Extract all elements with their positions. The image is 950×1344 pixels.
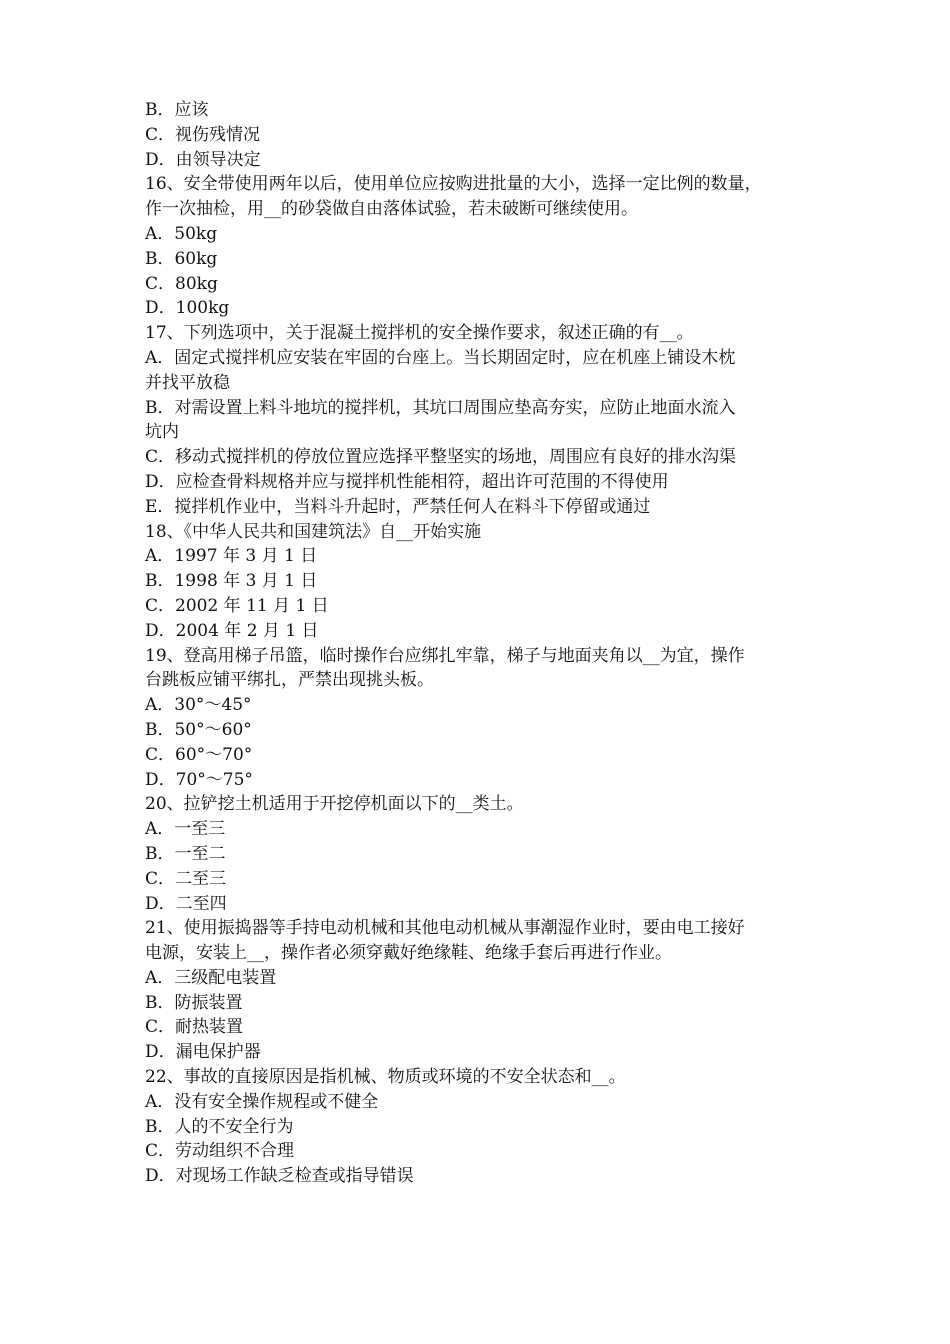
option-b-q20: B．一至二 [145,843,226,864]
option-c-q21: C．耐热装置 [145,1017,244,1038]
question-21-line-1: 21、使用振捣器等手持电动机械和其他电动机械从事潮湿作业时，要由电工接好 [145,918,745,939]
option-b-q22: B．人的不安全行为 [145,1116,294,1137]
option-d-q19: D．70°～75° [145,769,253,790]
question-19-line-1: 19、登高用梯子吊篮，临时操作台应绑扎牢靠，梯子与地面夹角以__为宜，操作 [145,645,745,666]
option-a-q19: A．30°～45° [145,695,252,716]
option-d-q22: D．对现场工作缺乏检查或指导错误 [145,1166,414,1187]
option-d-q21: D．漏电保护器 [145,1042,261,1063]
question-20: 20、拉铲挖土机适用于开挖停机面以下的__类土。 [145,794,524,815]
option-b-q15: B．应该 [145,100,209,120]
option-d-q16: D．100kg [145,298,230,319]
option-c-q19: C．60°～70° [145,744,253,765]
option-d-q15: D．由领导决定 [145,149,261,170]
option-c-q15: C．视伤残情况 [145,124,261,145]
option-a-q18: A．1997 年 3 月 1 日 [145,546,318,567]
option-e-q17: E．搅拌机作业中，当料斗升起时，严禁任何人在料斗下停留或通过 [145,496,651,517]
question-17: 17、下列选项中，关于混凝土搅拌机的安全操作要求，叙述正确的有__。 [145,323,694,344]
option-b-q19: B．50°～60° [145,719,252,740]
option-b-q21: B．防振装置 [145,992,243,1013]
document-body [145,98,810,1189]
option-b-q18: B．1998 年 3 月 1 日 [145,571,318,592]
option-c-q20: C．二至三 [145,868,227,889]
option-d-q17: D．应检查骨料规格并应与搅拌机性能相符，超出许可范围的不得使用 [145,471,669,492]
option-c-q17: C．移动式搅拌机的停放位置应选择平整坚实的场地，周围应有良好的排水沟渠 [145,447,737,468]
question-16-line-1: 16、安全带使用两年以后，使用单位应按购进批量的大小，选择一定比例的数量， [145,174,762,195]
option-d-q18: D．2004 年 2 月 1 日 [145,620,319,641]
question-16-line-2: 作一次抽检，用__的砂袋做自由落体试验，若未破断可继续使用。 [145,199,638,220]
option-d-q20: D．二至四 [145,893,227,914]
question-18: 18、《中华人民共和国建筑法》自__开始实施 [145,521,482,542]
option-b-q17-line-2: 坑内 [145,422,179,443]
option-b-q16: B．60kg [145,248,218,269]
question-22: 22、事故的直接原因是指机械、物质或环境的不安全状态和__。 [145,1067,626,1088]
question-21-line-2: 电源，安装上__，操作者必须穿戴好绝缘鞋、绝缘手套后再进行作业。 [145,943,672,964]
option-c-q18: C．2002 年 11 月 1 日 [145,595,329,616]
question-19-line-2: 台跳板应铺平绑扎，严禁出现挑头板。 [145,670,434,691]
option-a-q20: A．一至三 [145,819,226,840]
option-b-q17-line-1: B．对需设置上料斗地坑的搅拌机，其坑口周围应垫高夯实，应防止地面水流入 [145,397,736,418]
option-a-q17-line-2: 并找平放稳 [145,372,230,393]
option-a-q16: A．50kg [145,223,218,244]
option-c-q22: C．劳动组织不合理 [145,1141,295,1162]
option-a-q17-line-1: A．固定式搅拌机应安装在牢固的台座上。当长期固定时，应在机座上铺设木枕 [145,347,736,368]
option-c-q16: C．80kg [145,273,218,294]
option-a-q22: A．没有安全操作规程或不健全 [145,1091,379,1112]
option-a-q21: A．三级配电装置 [145,967,277,988]
